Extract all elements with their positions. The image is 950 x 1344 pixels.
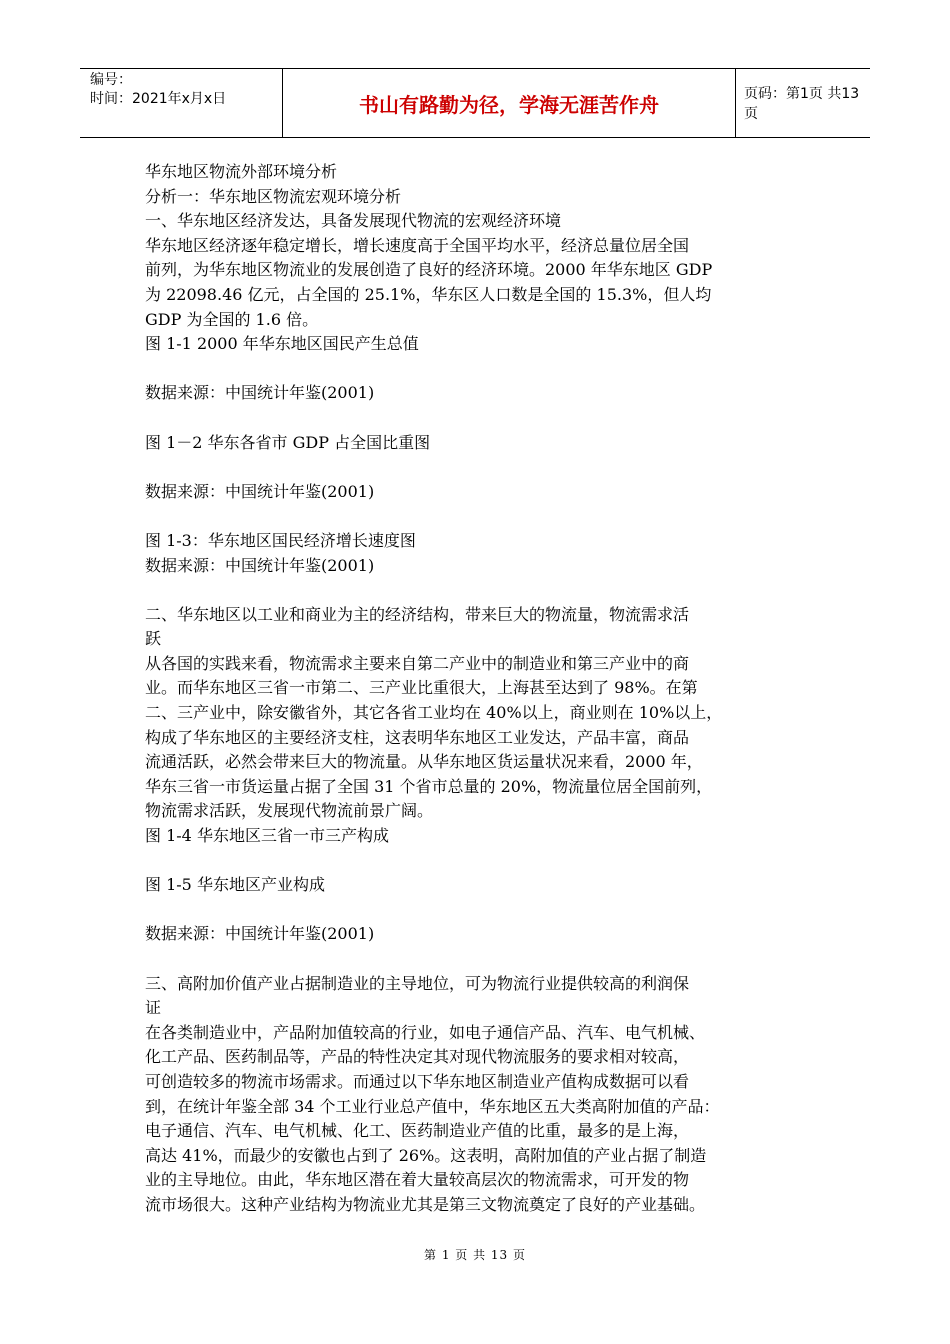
text-line: 业。而华东地区三省一市第二、三产业比重很大，上海甚至达到了 98%。在第 <box>145 678 698 698</box>
page-header <box>80 68 870 138</box>
blank-line <box>145 455 825 480</box>
text-line: 流市场很大。这种产业结构为物流业尤其是第三文物流奠定了良好的产业基础。 <box>145 1194 706 1214</box>
text-line: 跃 <box>145 629 162 649</box>
header-page-info: 页码：第1页 共13页 <box>744 86 860 122</box>
document-body <box>145 160 825 1218</box>
text-line: 从各国的实践来看，物流需求主要来自第二产业中的制造业和第三产业中的商 <box>145 653 690 673</box>
text-line: 前列，为华东地区物流业的发展创造了良好的经济环境。2000 年华东地区 GDP <box>145 260 713 280</box>
text-line: 到，在统计年鉴全部 34 个工业行业总产值中，华东地区五大类高附加值的产品： <box>145 1096 720 1116</box>
blank-line <box>145 406 825 431</box>
text-line: 化工产品、医药制品等，产品的特性决定其对现代物流服务的要求相对较高， <box>145 1047 690 1067</box>
text-line: 华东地区经济逐年稳定增长，增长速度高于全国平均水平，经济总量位居全国 <box>145 235 690 255</box>
blank-line <box>145 504 825 529</box>
blank-line <box>145 947 825 972</box>
text-line: 数据来源：中国统计年鉴(2001) <box>145 383 375 403</box>
text-line: 三、高附加价值产业占据制造业的主导地位，可为物流行业提供较高的利润保 <box>145 973 690 993</box>
text-line: 分析一：华东地区物流宏观环境分析 <box>145 186 402 206</box>
text-line: 可创造较多的物流市场需求。而通过以下华东地区制造业产值构成数据可以看 <box>145 1071 690 1091</box>
text-line: 证 <box>145 998 162 1018</box>
text-line: 流通活跃，必然会带来巨大的物流量。从华东地区货运量状况来看，2000 年， <box>145 752 703 772</box>
text-line: 二、三产业中，除安徽省外，其它各省工业均在 40%以上，商业则在 10%以上， <box>145 703 723 723</box>
text-line: 电子通信、汽车、电气机械、化工、医药制造业产值的比重，最多的是上海， <box>145 1121 690 1141</box>
text-line: 华东地区物流外部环境分析 <box>145 162 338 181</box>
header-motto: 书山有路勤为径，学海无涯苦作舟 <box>282 69 736 137</box>
blank-line <box>145 578 825 603</box>
page-footer: 第 1 页 共 13 页 <box>424 1248 526 1262</box>
text-line: 图 1-1 2000 年华东地区国民产生总值 <box>145 334 419 354</box>
text-line: 图 1-4 华东地区三省一市三产构成 <box>145 826 389 846</box>
text-line: 业的主导地位。由此，华东地区潜在着大量较高层次的物流需求，可开发的物 <box>145 1170 690 1190</box>
text-line: 图 1-3：华东地区国民经济增长速度图 <box>145 530 416 550</box>
blank-line <box>145 357 825 382</box>
text-line: GDP 为全国的 1.6 倍。 <box>145 309 319 329</box>
blank-line <box>145 898 825 923</box>
header-left <box>90 71 226 109</box>
text-line: 物流需求活跃，发展现代物流前景广阔。 <box>145 801 434 821</box>
text-line: 数据来源：中国统计年鉴(2001) <box>145 481 375 501</box>
text-line: 高达 41%，而最少的安徽也占到了 26%。这表明，高附加值的产业占据了制造 <box>145 1145 707 1165</box>
blank-line <box>145 849 825 874</box>
text-line: 二、华东地区以工业和商业为主的经济结构，带来巨大的物流量，物流需求活 <box>145 604 690 624</box>
document-number-label: 编号： <box>90 72 132 88</box>
text-line: 数据来源：中国统计年鉴(2001) <box>145 924 375 944</box>
text-line: 为 22098.46 亿元，占全国的 25.1%，华东区人口数是全国的 15.3%，但人均 <box>145 284 712 304</box>
text-line: 数据来源：中国统计年鉴(2001) <box>145 555 375 575</box>
text-line: 构成了华东地区的主要经济支柱，这表明华东地区工业发达，产品丰富，商品 <box>145 727 690 747</box>
text-line: 图 1－2 华东各省市 GDP 占全国比重图 <box>145 432 431 452</box>
text-line: 华东三省一市货运量占据了全国 31 个省市总量的 20%，物流量位居全国前列， <box>145 776 713 796</box>
text-line: 在各类制造业中，产品附加值较高的行业，如电子通信产品、汽车、电气机械、 <box>145 1022 706 1042</box>
text-line: 一、华东地区经济发达，具备发展现代物流的宏观经济环境 <box>145 211 562 231</box>
text-line: 图 1-5 华东地区产业构成 <box>145 875 325 895</box>
document-date-label: 时间：2021年x月x日 <box>90 91 227 107</box>
